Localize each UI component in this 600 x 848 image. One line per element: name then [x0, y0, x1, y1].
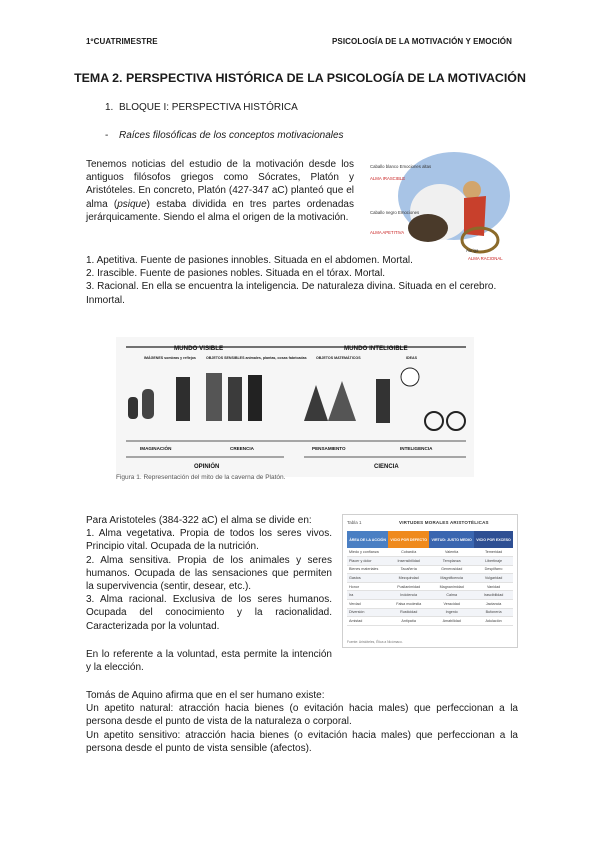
- table-cell: Miedo y confianza: [347, 548, 388, 557]
- table-cell: Honor: [347, 582, 388, 591]
- list-item: 2. Alma sensitiva. Propia de los animales y seres humanos. Ocupada de las sensaciones que permiten la supervivencia (sentir, desear, etc.).: [86, 554, 332, 593]
- table-row: [347, 582, 513, 591]
- plato-chariot-figure: [368, 150, 514, 268]
- label-opinion: OPINIÓN: [194, 464, 220, 470]
- label-ciencia: CIENCIA: [374, 464, 399, 470]
- table-header: VICIO POR DEFECTO: [388, 531, 429, 548]
- plato-cave-figure: [116, 337, 474, 477]
- label-white-horse: Caballo blanco Emociones altas: [370, 164, 432, 169]
- table-header: ÁREA DE LA ACCIÓN: [347, 531, 388, 548]
- table-cell: Rusticidad: [388, 608, 429, 617]
- label-pensamiento: PENSAMIENTO: [312, 446, 346, 451]
- intro-text-b: ) estaba dividida en tres partes ordenadas jerárquicamente. Siendo el alma el origen de la motivación.: [86, 198, 354, 223]
- list-item: 1. Alma vegetativa. Propia de todos los seres vivos. Principio vital. Ocupada de la nutrición.: [86, 528, 332, 553]
- table-row: [347, 617, 513, 626]
- label-mundo-inteligible: MUNDO INTELIGIBLE: [344, 345, 408, 352]
- table-cell: Ingenio: [429, 608, 474, 617]
- label-imaginacion: IMAGINACIÓN: [140, 446, 172, 451]
- label-mundo-visible: MUNDO VISIBLE: [174, 345, 224, 352]
- table-title: VIRTUDES MORALES ARISTOTÉLICAS: [399, 520, 489, 525]
- intro-psique-term: psique: [117, 198, 147, 210]
- table-row: [347, 591, 513, 600]
- table-cell: Veracidad: [429, 600, 474, 609]
- table-cell: Vulgaridad: [474, 574, 513, 583]
- table-caption: [347, 519, 513, 527]
- table-row: [347, 600, 513, 609]
- table-cell: Pusilanimidad: [388, 582, 429, 591]
- sun-icon: [401, 368, 419, 386]
- table-cell: Mezquindad: [388, 574, 429, 583]
- plato-soul-list: [86, 254, 518, 307]
- page-header-course: 1ºCUATRIMESTRE: [86, 37, 158, 46]
- table-cell: Despilfarro: [474, 565, 513, 574]
- table-cell: Temeridad: [474, 548, 513, 557]
- list-item: 3. Racional. En ella se encuentra la inteligencia. De naturaleza divina. Situada en el cerebro. Inmortal.: [86, 281, 497, 306]
- table-cell: Falsa modestia: [388, 600, 429, 609]
- intro-paragraph: [86, 158, 354, 224]
- label-auriga: Auriga: [466, 248, 479, 253]
- list-item: Un apetito natural: atracción hacia bienes (o evitación hacia males) que perfeccionan a la persona desde el punto de vista de la naturaleza o corporal.: [86, 703, 518, 728]
- table-cell: Placer y dolor: [347, 557, 388, 566]
- aristoteles-intro: Para Aristoteles (384-322 aC) el alma se divide en:: [86, 515, 312, 526]
- table-cell: Vanidad: [474, 582, 513, 591]
- table-row: [347, 548, 513, 557]
- aristoteles-paragraph: [86, 514, 332, 633]
- label-alma-apetitiva: ALMA APETITIVA: [370, 230, 405, 235]
- table-row: [347, 608, 513, 617]
- intro-text-a: Tenemos noticias del estudio de la motivación desde los antiguos filósofos griegos como Sócrates, Platón y Aristóteles. En concreto, Platón (427-347 aC) planteó que el alma (: [86, 159, 354, 210]
- table-cell: Diversión: [347, 608, 388, 617]
- table-cell: Verdad: [347, 600, 388, 609]
- figure-caption: Figura 1. Representación del mito de la caverna de Platón.: [116, 474, 286, 481]
- virtues-table: [342, 514, 518, 648]
- table-cell: Irascibilidad: [474, 591, 513, 600]
- table-cell: Templanza: [429, 557, 474, 566]
- voluntad-paragraph: En lo referente a la voluntad, esta permite la intención y la elección.: [86, 649, 332, 674]
- label-imagenes: IMÁGENES sombras y reflejos: [144, 356, 196, 360]
- table-header: VIRTUD: JUSTO MEDIO: [429, 531, 474, 548]
- list-item: 2. Irascible. Fuente de pasiones nobles. Situada en el tórax. Mortal.: [86, 268, 386, 280]
- virtues-grid: [347, 531, 513, 626]
- table-cell: Amabilidad: [429, 617, 474, 626]
- table-cell: Valentía: [429, 548, 474, 557]
- page-title: TEMA 2. PERSPECTIVA HISTÓRICA DE LA PSICOLOGÍA DE LA MOTIVACIÓN: [74, 71, 526, 85]
- label-ideas: IDEAS: [406, 356, 417, 360]
- table-cell: Insensibilidad: [388, 557, 429, 566]
- table-cell: Tacañería: [388, 565, 429, 574]
- table-row: [347, 574, 513, 583]
- subsection-heading: [105, 130, 344, 141]
- table-cell: Magnificencia: [429, 574, 474, 583]
- table-cell: Indolencia: [388, 591, 429, 600]
- table-cell: Antipatía: [388, 617, 429, 626]
- page-header-subject: PSICOLOGÍA DE LA MOTIVACIÓN Y EMOCIÓN: [331, 37, 512, 46]
- table-cell: Bienes materiales: [347, 565, 388, 574]
- section-label: BLOQUE I: PERSPECTIVA HISTÓRICA: [119, 102, 298, 113]
- label-alma-racional: ALMA RACIONAL: [468, 256, 503, 261]
- figure-shape: [206, 373, 222, 421]
- vase-shape: [128, 397, 138, 419]
- label-creencia: CREENCIA: [230, 446, 254, 451]
- table-cell: Generosidad: [429, 565, 474, 574]
- table-cell: Cobardía: [388, 548, 429, 557]
- figure-shape: [248, 375, 262, 421]
- label-inteligencia: INTELIGENCIA: [400, 446, 433, 451]
- subsection-bullet: -: [105, 130, 109, 141]
- list-item: Un apetito sensitivo: atracción hacia bienes (o evitación hacia males) que perfeccionan a la persona desde el punto de vista sensible (afectos).: [86, 729, 518, 754]
- table-cell: Calma: [429, 591, 474, 600]
- section-heading: [105, 102, 298, 113]
- figure-shape: [376, 379, 390, 423]
- table-cell: Ira: [347, 591, 388, 600]
- section-number: 1.: [105, 102, 114, 113]
- subsection-label: Raíces filosóficas de los conceptos motivacionales: [119, 130, 344, 141]
- table-header: VICIO POR EXCESO: [474, 531, 513, 548]
- label-objetos-sensibles: OBJETOS SENSIBLES animales, plantas, cosas fabricadas: [206, 356, 307, 360]
- table-cell: Bufonería: [474, 608, 513, 617]
- table-cell: Amistad: [347, 617, 388, 626]
- aquino-intro: Tomás de Aquino afirma que en el ser humano existe:: [86, 690, 325, 701]
- label-objetos-matematicos: OBJETOS MATEMÁTICOS: [316, 356, 361, 360]
- table-footnote: Fuente: Aristóteles, Ética a Nicómaco.: [347, 640, 403, 644]
- figure-shape: [228, 377, 242, 421]
- figure-shape: [176, 377, 190, 421]
- table-cell: Gastos: [347, 574, 388, 583]
- table-cell: Adulación: [474, 617, 513, 626]
- table-row: [347, 565, 513, 574]
- vase-shape: [142, 389, 154, 419]
- table-cell: Jactancia: [474, 600, 513, 609]
- label-alma-irascible: ALMA IRASCIBLE: [370, 176, 406, 181]
- table-cell: Libertinaje: [474, 557, 513, 566]
- aquino-paragraph: [86, 689, 518, 755]
- table-row: [347, 557, 513, 566]
- list-item: 3. Alma racional. Exclusiva de los seres humanos. Ocupada del conocimiento y la racionalidad. Caracterizada por la voluntad.: [86, 594, 332, 632]
- table-label: Tabla 1: [347, 520, 362, 525]
- auriga-head: [463, 181, 481, 199]
- table-cell: Magnanimidad: [429, 582, 474, 591]
- label-black-horse: Caballo negro Emociones: [370, 210, 420, 215]
- black-horse-shape: [408, 214, 448, 242]
- list-item: 1. Apetitiva. Fuente de pasiones innobles. Situada en el abdomen. Mortal.: [86, 255, 413, 266]
